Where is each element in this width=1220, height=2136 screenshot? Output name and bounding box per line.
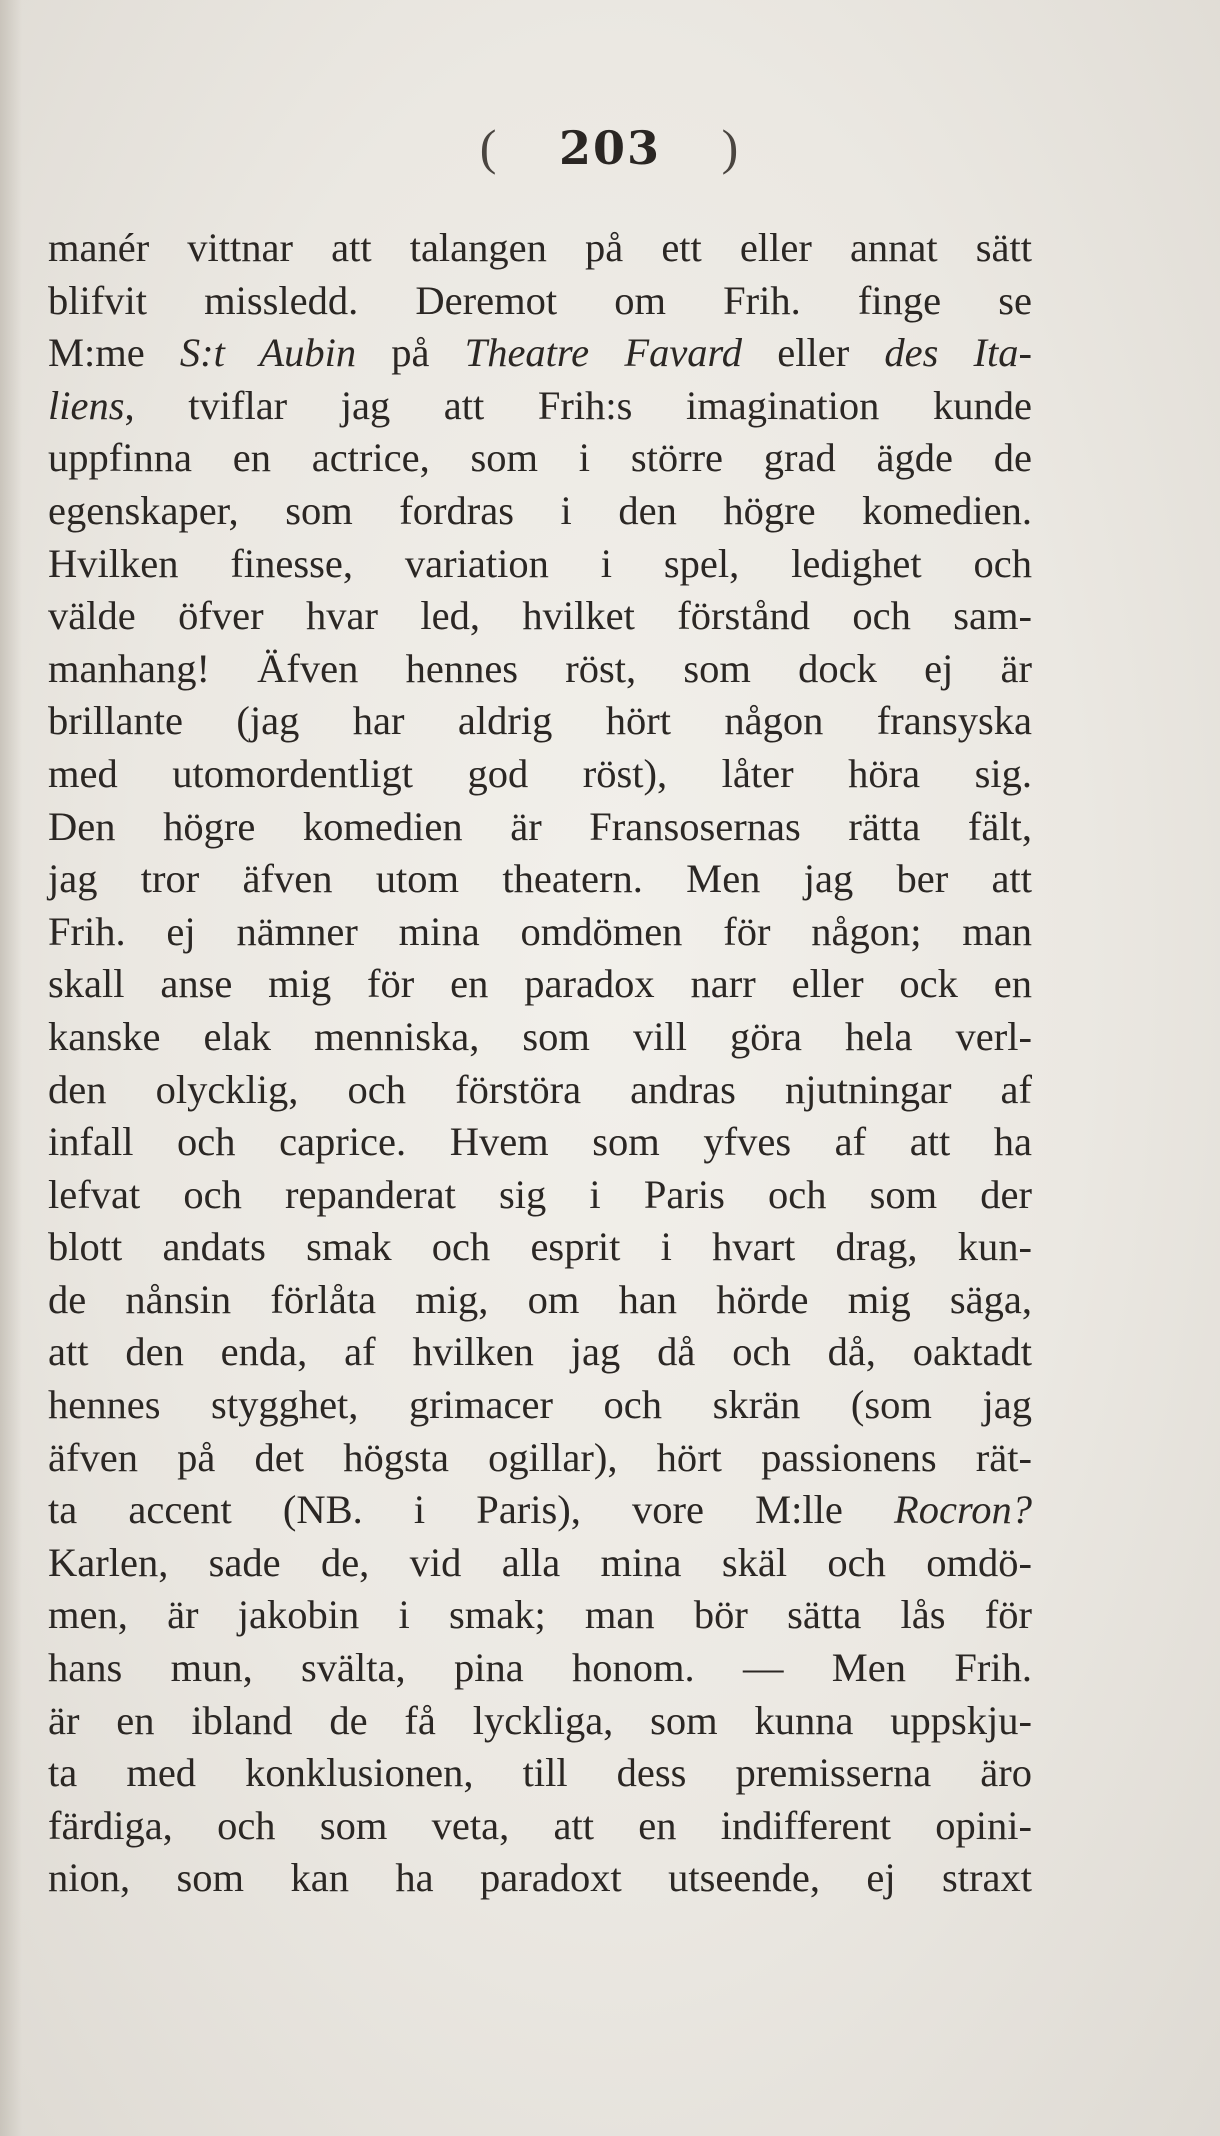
text-line xyxy=(48,1852,1032,1905)
text-line xyxy=(48,1011,1032,1064)
italic-text-fragment: Rocron? xyxy=(894,1487,1032,1533)
text-line xyxy=(48,1747,1032,1800)
text-fragment: de nånsin förlåta mig, om han hörde mig säga, xyxy=(48,1276,1032,1322)
text-line xyxy=(48,380,1032,433)
text-line xyxy=(48,275,1032,328)
text-fragment: Den högre komedien är Fransosernas rätta fält, xyxy=(48,803,1032,849)
text-fragment: egenskaper, som fordras i den högre komedien. xyxy=(48,487,1032,533)
text-fragment: på xyxy=(356,330,465,376)
text-line xyxy=(48,1432,1032,1485)
text-fragment: ta med konklusionen, till dess premisserna äro xyxy=(48,1750,1032,1796)
page-number: 203 xyxy=(558,121,662,175)
text-fragment: blifvit missledd. Deremot om Frih. finge se xyxy=(48,277,1032,323)
text-fragment: välde öfver hvar led, hvilket förstånd och sam- xyxy=(48,593,1032,639)
text-fragment: kanske elak menniska, som vill göra hela verl- xyxy=(48,1013,1032,1059)
text-line xyxy=(48,1379,1032,1432)
text-fragment: färdiga, och som veta, att en indifferent opini- xyxy=(48,1802,1032,1848)
text-line xyxy=(48,695,1032,748)
text-line xyxy=(48,643,1032,696)
body-text xyxy=(48,222,1032,1905)
text-line xyxy=(48,1695,1032,1748)
text-fragment: nion, som kan ha paradoxt utseende, ej straxt xyxy=(48,1855,1032,1901)
text-line xyxy=(48,1537,1032,1590)
text-fragment: , tviflar jag att Frih:s imagination kunde xyxy=(124,382,1032,428)
text-fragment: den olycklig, och förstöra andras njutningar af xyxy=(48,1066,1032,1112)
text-line xyxy=(48,538,1032,591)
text-fragment: infall och caprice. Hvem som yfves af att ha xyxy=(48,1119,1032,1165)
text-fragment: hennes stygghet, grimacer och skrän (som jag xyxy=(48,1382,1032,1428)
italic-text-fragment: des Ita- xyxy=(884,330,1032,376)
text-fragment: M:me xyxy=(48,330,180,376)
text-line xyxy=(48,1116,1032,1169)
text-fragment: Karlen, sade de, vid alla mina skäl och omdö- xyxy=(48,1539,1032,1585)
text-line xyxy=(48,1274,1032,1327)
text-line xyxy=(48,590,1032,643)
text-fragment: eller xyxy=(742,330,885,376)
text-fragment: manhang! Äfven hennes röst, som dock ej är xyxy=(48,645,1032,691)
italic-text-fragment: liens xyxy=(48,382,125,428)
text-fragment: brillante (jag har aldrig hört någon fransyska xyxy=(48,698,1032,744)
text-fragment: men, är jakobin i smak; man bör sätta lås för xyxy=(48,1592,1032,1638)
text-fragment: blott andats smak och esprit i hvart drag, kun- xyxy=(48,1224,1032,1270)
text-fragment: hans mun, svälta, pina honom. — Men Frih. xyxy=(48,1645,1032,1691)
text-fragment: skall anse mig för en paradox narr eller ock en xyxy=(48,961,1032,1007)
text-line xyxy=(48,432,1032,485)
text-fragment: äfven på det högsta ogillar), hört passionens rät- xyxy=(48,1434,1032,1480)
text-fragment: Frih. ej nämner mina omdömen för någon; man xyxy=(48,908,1032,954)
text-line xyxy=(48,485,1032,538)
text-line xyxy=(48,327,1032,380)
text-fragment: är en ibland de få lyckliga, som kunna uppskju- xyxy=(48,1697,1032,1743)
text-fragment: jag tror äfven utom theatern. Men jag ber att xyxy=(48,856,1032,902)
text-fragment: ta accent (NB. i Paris), vore M:lle xyxy=(48,1487,895,1533)
text-fragment: att den enda, af hvilken jag då och då, oaktadt xyxy=(48,1329,1032,1375)
text-fragment: lefvat och repanderat sig i Paris och som der xyxy=(48,1171,1032,1217)
page-number-close-paren: ) xyxy=(721,119,741,175)
text-line xyxy=(48,1589,1032,1642)
text-line xyxy=(48,1642,1032,1695)
text-line xyxy=(48,1326,1032,1379)
text-line xyxy=(48,958,1032,1011)
italic-text-fragment: S:t Aubin xyxy=(179,330,357,376)
page-number-header xyxy=(0,118,1220,176)
page-number-open-paren: ( xyxy=(479,119,499,175)
text-fragment: uppfinna en actrice, som i större grad ägde de xyxy=(48,435,1032,481)
text-line xyxy=(48,222,1032,275)
text-line xyxy=(48,906,1032,959)
text-line xyxy=(48,1484,1032,1537)
text-line xyxy=(48,748,1032,801)
text-line xyxy=(48,1064,1032,1117)
text-line xyxy=(48,1800,1032,1853)
text-fragment: Hvilken finesse, variation i spel, ledighet och xyxy=(48,540,1032,586)
italic-text-fragment: Theatre Favard xyxy=(464,330,743,376)
text-fragment: manér vittnar att talangen på ett eller annat sätt xyxy=(48,225,1032,270)
page-gutter-shadow xyxy=(0,0,22,2136)
text-line xyxy=(48,801,1032,854)
text-line xyxy=(48,853,1032,906)
text-line xyxy=(48,1221,1032,1274)
text-line xyxy=(48,1169,1032,1222)
text-fragment: med utomordentligt god röst), låter höra sig. xyxy=(48,750,1032,796)
